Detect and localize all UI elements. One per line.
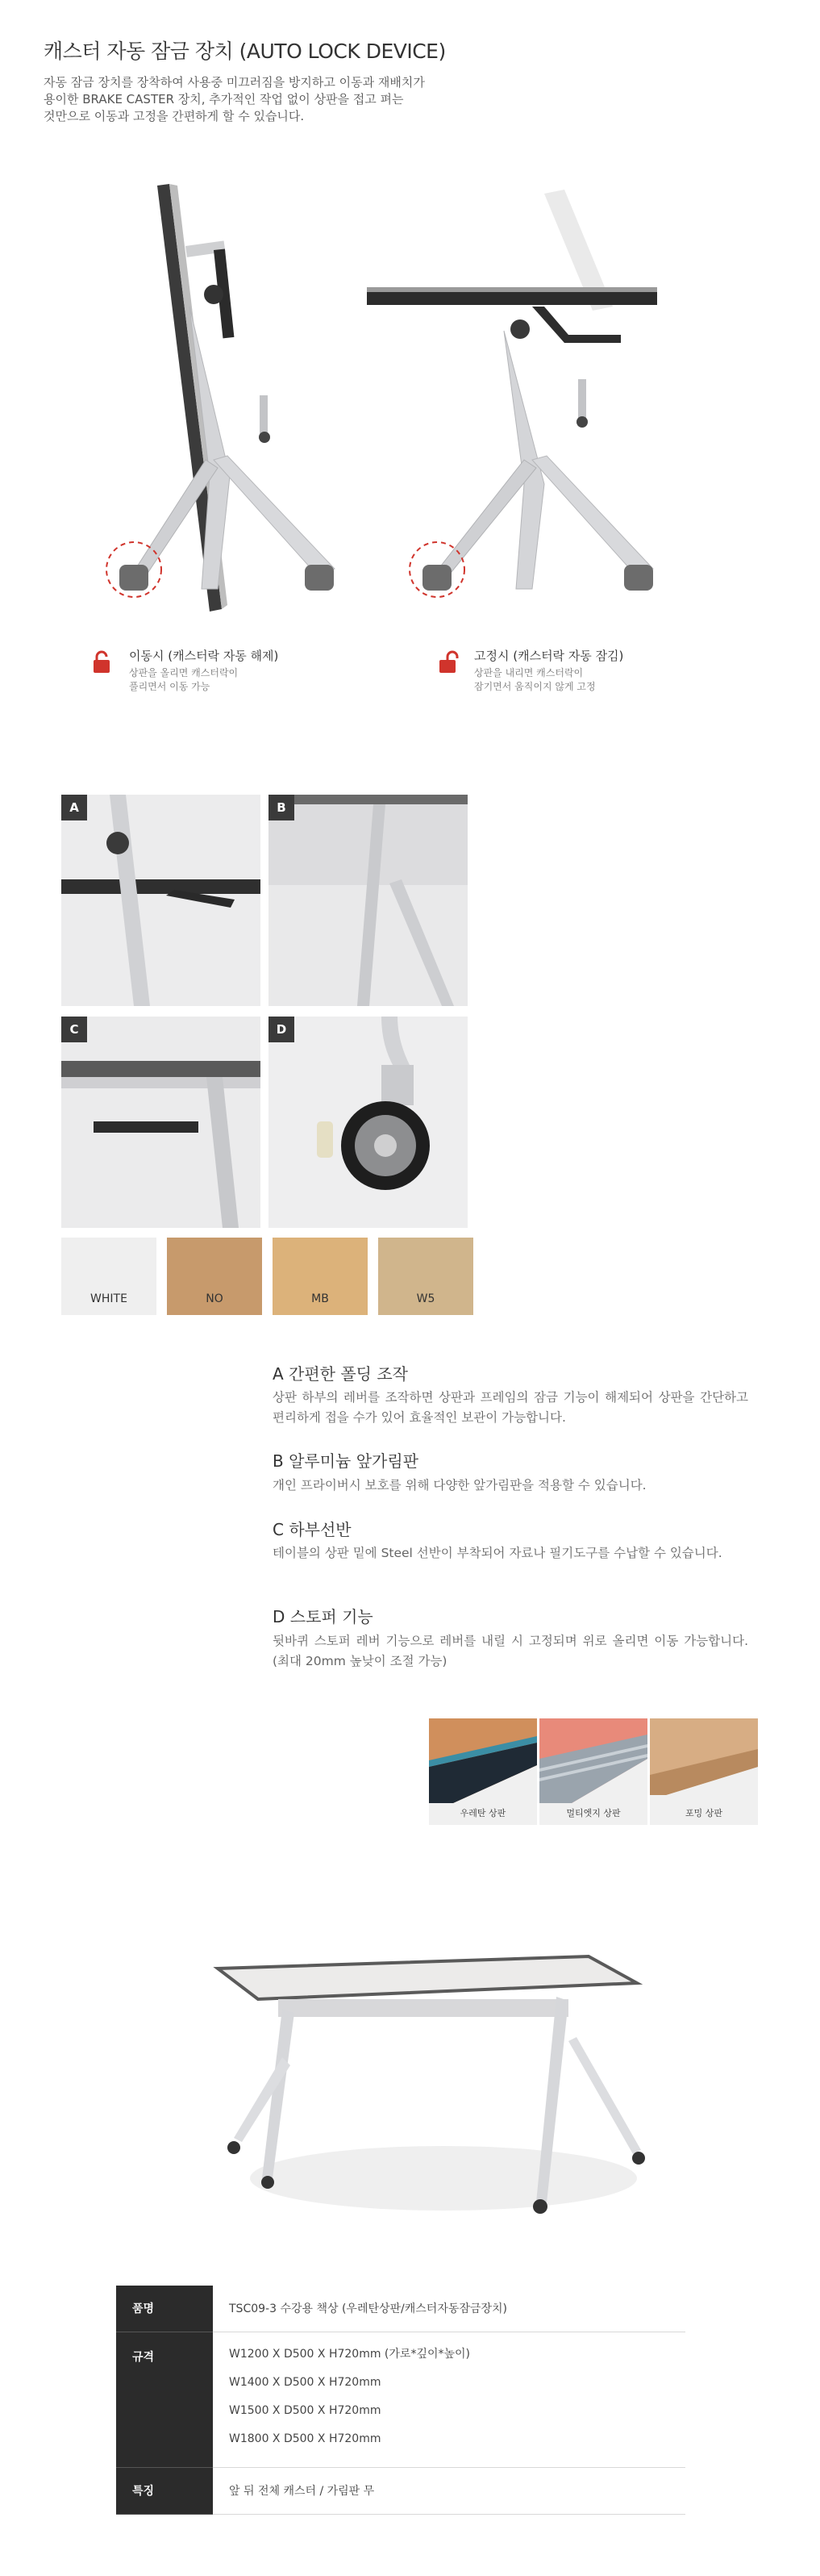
spec-table	[116, 2286, 685, 2515]
edge-type-label: 멀티엣지 상판	[566, 1808, 621, 1818]
detail-photo-c	[61, 1017, 260, 1228]
spec-row	[116, 2286, 685, 2332]
lock-state-desc-line: 상판을 내리면 캐스터락이	[474, 667, 584, 678]
intro-line: 용이한 BRAKE CASTER 장치, 추가적인 작업 없이 상판을 접고 펴는	[44, 92, 404, 106]
color-swatch-white	[61, 1238, 156, 1315]
swatch-label: NO	[206, 1292, 223, 1305]
swatch-label: MB	[311, 1292, 329, 1305]
photo-label: C	[61, 1017, 87, 1042]
color-swatch-mb	[273, 1238, 368, 1315]
feature-title: A 간편한 폴딩 조작	[273, 1364, 408, 1384]
lock-state-desc	[474, 666, 596, 694]
feature-title: D 스토퍼 기능	[273, 1607, 373, 1626]
feature-title: B 알루미늄 앞가림판	[273, 1451, 418, 1471]
photo-label: B	[268, 795, 294, 820]
edge-type-foaming	[650, 1718, 758, 1825]
edge-type-label: 포밍 상판	[685, 1808, 722, 1818]
spec-row	[116, 2467, 685, 2514]
spec-row	[116, 2332, 685, 2467]
lock-state-desc-line: 상판을 올리면 캐스터락이	[129, 667, 239, 678]
edge-type-urethane	[429, 1718, 537, 1825]
swatch-label: WHITE	[90, 1292, 127, 1305]
folded-table-moving	[106, 184, 335, 612]
spec-size: W1800 X D500 X H720mm	[229, 2432, 381, 2445]
lock-state-desc-line: 풀리면서 이동 가능	[129, 681, 210, 692]
spec-size: W1200 X D500 X H720mm (가로*깊이*높이)	[229, 2347, 470, 2361]
page-title: 캐스터 자동 잠금 장치 (AUTO LOCK DEVICE)	[44, 40, 446, 63]
detail-photo-d	[268, 1017, 468, 1228]
product-table-photo	[202, 1936, 653, 2227]
auto-lock-illustration	[48, 169, 774, 629]
unlock-icon	[92, 650, 111, 678]
feature-text: 상판 하부의 레버를 조작하면 상판과 프레임의 잠금 기능이 해제되어 상판을 간단하고 편리하게 접을 수가 있어 효율적인 보관이 가능합니다.	[273, 1390, 748, 1425]
feature-text: 테이블의 상판 밑에 Steel 선반이 부착되어 자료나 필기도구를 수납할 수 있습니다.	[273, 1546, 722, 1560]
swatch-label: W5	[416, 1292, 435, 1305]
edge-type-label: 우레탄 상판	[460, 1808, 506, 1818]
edge-type-multi-edge	[539, 1718, 647, 1825]
lock-state-label: 이동시 (캐스터락 자동 해제)	[129, 649, 279, 663]
spec-value: TSC09-3 수강용 책상 (우레탄상판/캐스터자동잠금장치)	[213, 2286, 685, 2332]
spec-value: 앞 뒤 전체 캐스터 / 가림판 무	[213, 2467, 685, 2514]
spec-label: 품명	[116, 2286, 213, 2332]
intro-text	[44, 74, 463, 125]
lock-state-desc-line: 잠기면서 움직이지 않게 고정	[474, 681, 596, 692]
spec-size: W1400 X D500 X H720mm	[229, 2375, 381, 2389]
spec-label: 규격	[116, 2332, 213, 2467]
intro-line: 자동 잠금 장치를 장착하여 사용중 미끄러짐을 방지하고 이동과 재배치가	[44, 75, 425, 90]
feature-title: C 하부선반	[273, 1520, 352, 1539]
spec-value	[213, 2332, 685, 2467]
lock-state-desc	[129, 666, 238, 694]
lock-icon	[438, 650, 459, 678]
photo-label: A	[61, 795, 87, 820]
detail-photo-b	[268, 795, 468, 1006]
intro-line: 것만으로 이동과 고정을 간편하게 할 수 있습니다.	[44, 109, 305, 123]
feature-text: 개인 프라이버시 보호를 위해 다양한 앞가림판을 적용할 수 있습니다.	[273, 1478, 647, 1493]
spec-size: W1500 X D500 X H720mm	[229, 2403, 381, 2417]
feature-text: 뒷바퀴 스토퍼 레버 기능으로 레버를 내릴 시 고정되며 위로 올리면 이동 가능합니다. (최대 20mm 높낮이 조절 가능)	[273, 1634, 748, 1668]
color-swatch-w5	[378, 1238, 473, 1315]
spec-label: 특징	[116, 2467, 213, 2514]
photo-label: D	[268, 1017, 294, 1042]
lock-state-label: 고정시 (캐스터락 자동 잠김)	[474, 649, 624, 663]
detail-photo-a	[61, 795, 260, 1006]
color-swatch-no	[167, 1238, 262, 1315]
flat-table-locked	[367, 190, 657, 597]
